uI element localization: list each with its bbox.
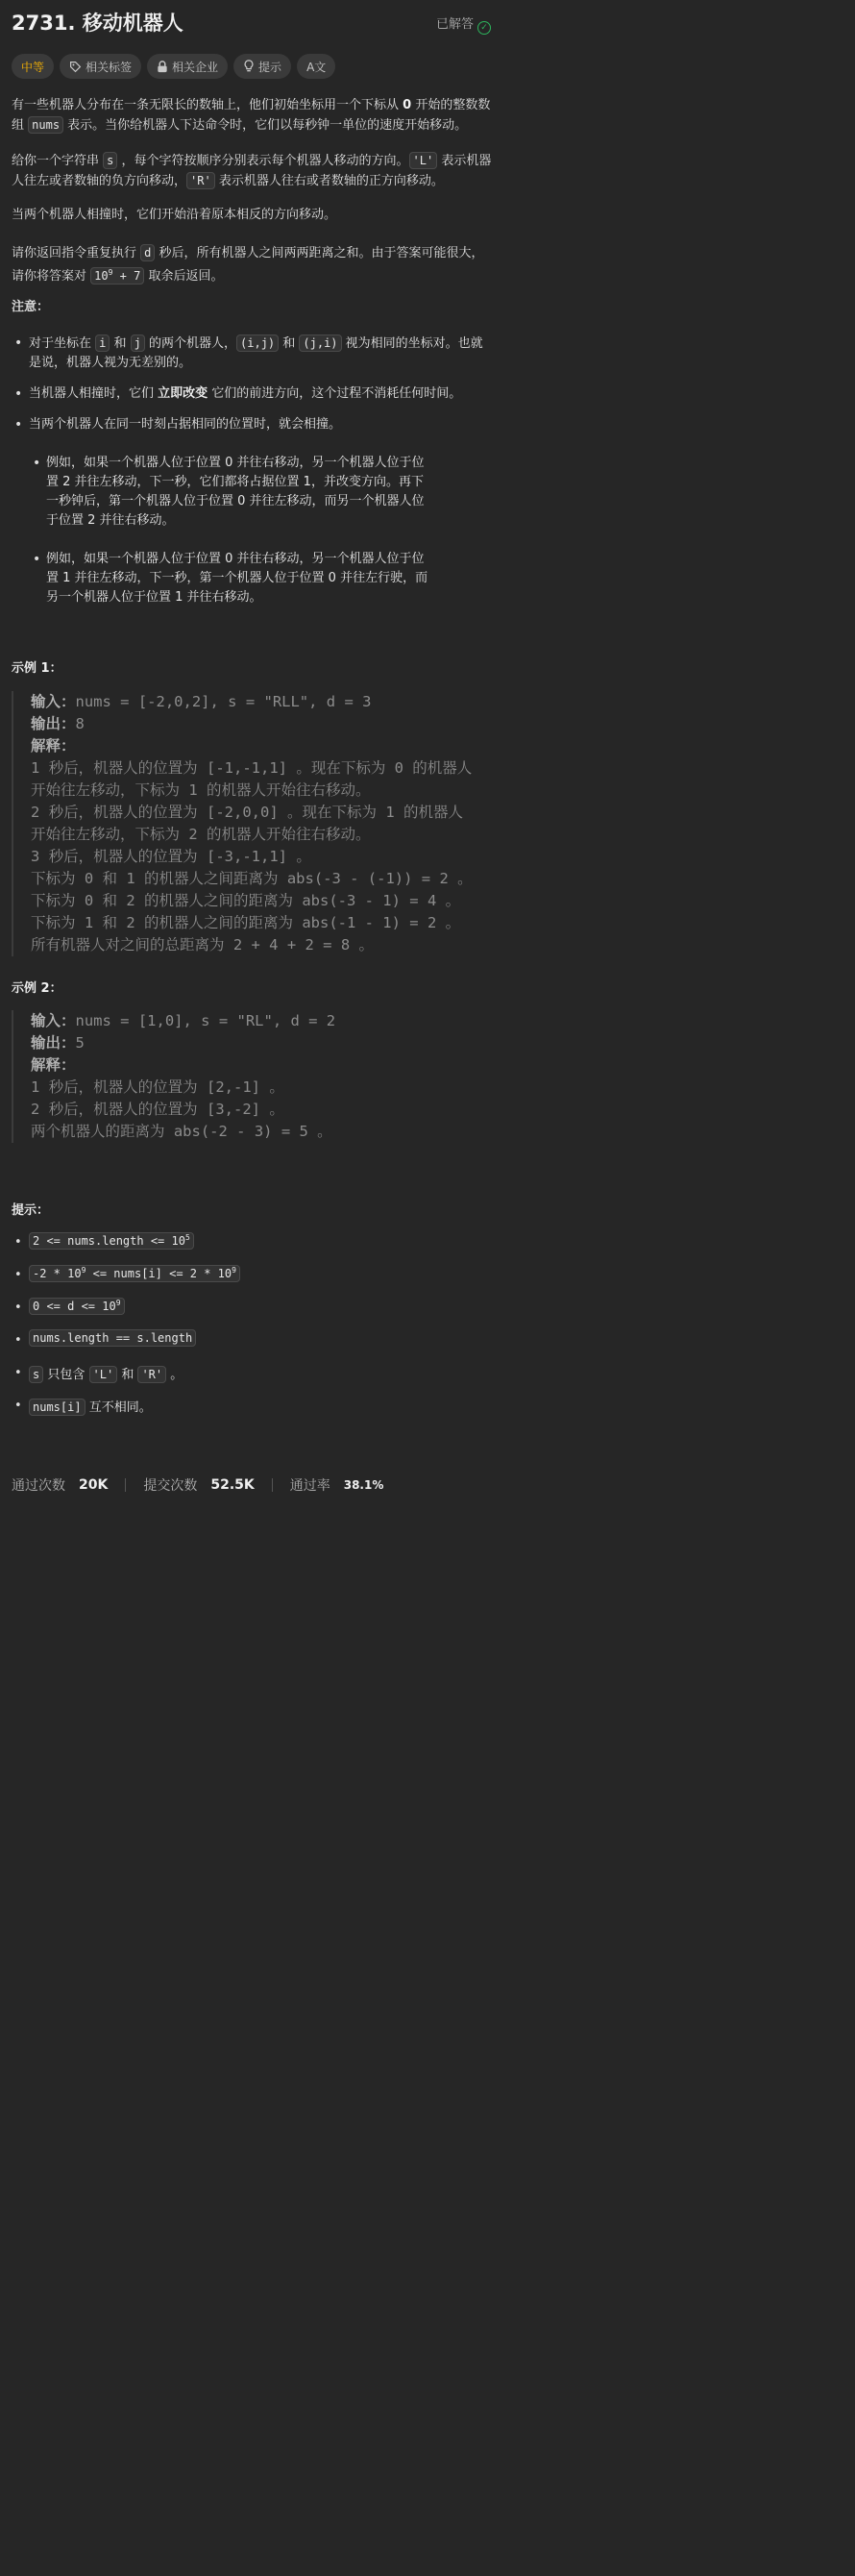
example-1-title: 示例 1： [12, 661, 62, 676]
accepted-label: 通过次数 [12, 1478, 65, 1494]
problem-header [12, 6, 491, 38]
font-toggle-button[interactable]: A文 [297, 54, 335, 79]
hint-item: • $0 <= d <= 10^9$ [12, 1299, 240, 1331]
solved-label: 已解答 [435, 17, 474, 32]
related-companies-button[interactable] [147, 54, 228, 79]
desc-paragraph-4: 请你返回指令重复执行 d 秒后，所有机器人之间两两距离之和。由于答案可能很大，请你将答案对 $10^9 + 7$ 取余后返回。 [12, 246, 484, 284]
solved-status [436, 13, 491, 35]
hint-item: • $-2 * 10^9$ <= nums[i] <= $2 * 10^9$ [12, 1266, 240, 1299]
note-item: • 对于坐标在 i 和 j 的两个机器人， (i,j) 和 (j,i) 视为相同的坐标对。也就是说，机器人视为无差别的。 [12, 334, 492, 374]
check-circle-icon: ✓ [477, 21, 491, 35]
hint-item: • s 只包含 'L' 和 'R' 。 [12, 1364, 240, 1397]
difficulty-badge[interactable]: 中等 [12, 54, 54, 79]
stats-bar [12, 1475, 383, 1495]
note-subitem: • 例如，如果一个机器人位于位置 0 并往右移动，另一个机器人位于位置 2 并往左移动，下一秒，它们都将占据位置 1，并改变方向。再下一秒钟后，第一个机器人位于位置 0 并往左移动，而另一个机器人位于位置 2 并往右移动。 [12, 454, 453, 531]
notes-list [12, 334, 492, 436]
acceptance-rate-label: 通过率 [289, 1478, 330, 1494]
desc-paragraph-3: 当两个机器人相撞时，它们开始沿着原本相反的方向移动。 [12, 208, 337, 222]
desc-paragraph-1: 有一些机器人分布在一条无限长的数轴上，他们初始坐标用一个下标从 0 开始的整数数组 nums 表示。当你给机器人下达命令时，它们以每秒钟一单位的速度开始移动。 [12, 98, 491, 133]
tag-icon [69, 61, 82, 73]
hint-label: 提示 [258, 60, 282, 74]
desc-paragraph-2: 给你一个字符串 s ，每个字符按顺序分别表示每个机器人移动的方向。 'L' 表示机器人往左或者数轴的负方向移动， 'R' 表示机器人往右或者数轴的正方向移动。 [12, 154, 492, 188]
acceptance-rate: 38.1% [343, 1478, 384, 1492]
submissions-count: 52.5K [210, 1477, 255, 1493]
hints-list [12, 1233, 240, 1429]
divider [272, 1478, 273, 1492]
example-2-title: 示例 2： [12, 981, 62, 996]
problem-title: 2731. 移动机器人 [12, 12, 183, 35]
lock-icon [157, 61, 168, 73]
related-tags-label: 相关标签 [86, 60, 133, 74]
related-companies-label: 相关企业 [172, 60, 219, 74]
note-subitem: • 例如，如果一个机器人位于位置 0 并往右移动，另一个机器人位于位置 1 并往左移动，下一秒，第一个机器人位于位置 0 并往左行驶，而另一个机器人位于位置 1 并往右移动。 [12, 550, 453, 607]
example-2-block: 输入：nums = [1,0], s = "RL", d = 2 输出：5 解释： 1 秒后，机器人的位置为 [2,-1] 。 2 秒后，机器人的位置为 [3,-2] 。 两个机器人的距离为 abs(-2 - 3) = 5 。 [12, 1010, 516, 1143]
inline-code: 'R' [186, 172, 215, 189]
inline-code: s [103, 152, 117, 169]
note-item: • 当机器人相撞时，它们 立即改变 它们的前进方向，这个过程不消耗任何时间。 [12, 384, 492, 406]
notes-sublist [12, 454, 453, 607]
inline-code: 'L' [409, 152, 438, 169]
divider [125, 1478, 126, 1492]
inline-code: nums [28, 116, 63, 134]
hint-button[interactable] [233, 54, 291, 79]
hint-item: • 2 <= nums.length <= $10^5$ [12, 1233, 240, 1266]
hint-item: • nums.length == s.length [12, 1331, 240, 1364]
accepted-count: 20K [79, 1477, 109, 1493]
inline-code: d [140, 244, 155, 261]
tag-bar [12, 54, 335, 79]
hint-item: • nums[i] 互不相同。 [12, 1397, 240, 1429]
lightbulb-icon [243, 60, 255, 73]
inline-code: $10^9 + 7$ [90, 267, 144, 285]
related-tags-button[interactable] [60, 54, 141, 79]
submissions-label: 提交次数 [143, 1478, 198, 1494]
notes-title: 注意： [12, 300, 50, 314]
example-1-block: 输入：nums = [-2,0,2], s = "RLL", d = 3 输出：8 解释： 1 秒后，机器人的位置为 [-1,-1,1] 。现在下标为 0 的机器人 开始往左移动，下标为 1 的机器人开始往右移动。 2 秒后，机器人的位置为 [-2,0,0] 。现在下标为 1 的机器人 开始往左移动，下标为 2 的机器人开始往右移动。 3 秒后，机器人的位置为 [-3,-1,1] 。 下标为 0 和 1 的机器人之间距离为 abs(-3 - (-1)) = 2 。 下标为 0 和 2 的机器人之间的距离为 abs(-3 - 1) = 4 。 下标为 1 和 2 的机器人之间的距离为 abs(-1 - 1) = 2 。 所有机器人对之间的总距离为 2 + 4 + 2 = 8 。 [12, 691, 516, 956]
hints-title: 提示： [12, 1203, 50, 1218]
note-item: • 当两个机器人在同一时刻占据相同的位置时，就会相撞。 [12, 415, 492, 436]
